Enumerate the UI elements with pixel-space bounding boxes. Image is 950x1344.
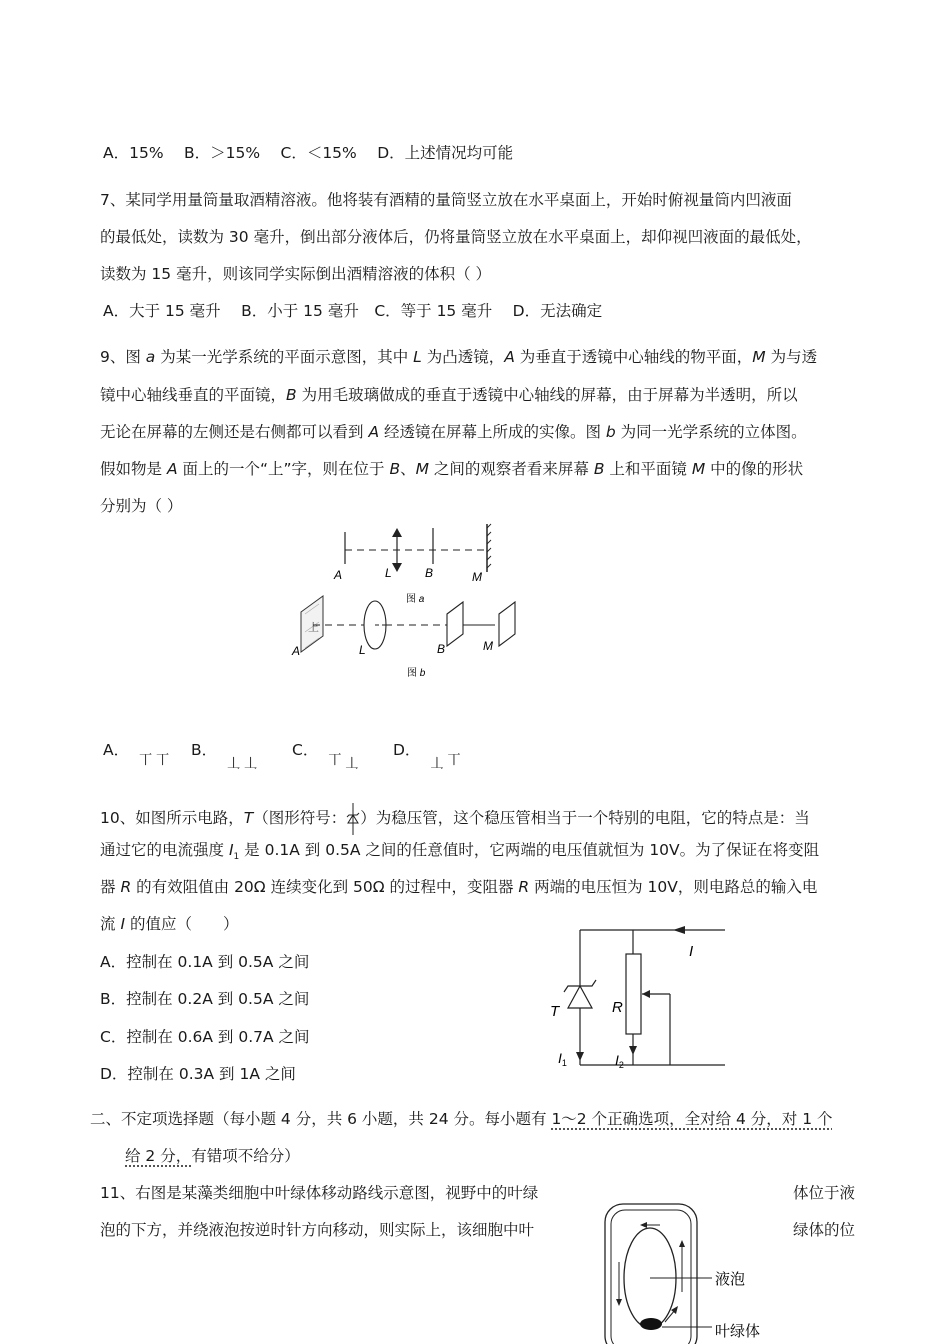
q7-line-1: 7、某同学用量筒量取酒精溶液。他将装有酒精的量筒竖立放在水平桌面上，开始时俯视量筒内凹液面: [100, 191, 792, 209]
label-vacuole: 液泡: [715, 1271, 746, 1288]
q7-line-2: 的最低处，读数为 30 毫升，倒出部分液体后，仍将量筒竖立放在水平桌面上，却仰视凹液面的最低处，: [100, 228, 812, 246]
cell-figure: [600, 1202, 780, 1344]
q10-option-a: A．控制在 0.1A 到 0.5A 之间: [100, 953, 310, 971]
q9-option-d-glyph-2: 丅: [447, 753, 461, 768]
q11-line-1-left: 11、右图是某藻类细胞中叶绿体移动路线示意图，视野中的叶绿: [100, 1184, 539, 1202]
lens-arrow-up-head: [392, 528, 402, 537]
lens-arrow-down-head: [392, 563, 402, 572]
chloroplast: [640, 1318, 662, 1330]
label-i2: $I_2$: [615, 1052, 624, 1070]
fig-b-caption: 图 b: [407, 668, 426, 679]
q11-line-2-left: 泡的下方，并绕液泡按逆时针方向移动，则实际上，该细胞中叶: [100, 1221, 535, 1239]
current-arrow: [673, 926, 685, 934]
section-2-heading-line-2: 给 2 分，有错项不给分）: [125, 1147, 300, 1165]
q9-line-3: 无论在屏幕的左侧还是右侧都可以看到 A 经透镜在屏幕上所成的实像。图 b 为同一光学系统的立体图。: [100, 423, 807, 441]
q10-line-1: 10、如图所示电路，T（图形符号： ）为稳压管，这个稳压管相当于一个特别的电阻，它的特点是：当: [100, 803, 810, 835]
section-2-heading-line-1: 二、不定项选择题（每小题 4 分，共 6 小题，共 24 分。每小题有 1～2 个正确选项，全对给 4 分，对 1 个: [90, 1110, 833, 1128]
q10-option-c: C．控制在 0.6A 到 0.7A 之间: [100, 1028, 310, 1046]
mirror-3d: [499, 602, 515, 646]
q11-line-2-right: 绿体的位: [793, 1221, 856, 1239]
q10-option-b: B．控制在 0.2A 到 0.5A 之间: [100, 990, 310, 1008]
q9-line-2: 镜中心轴线垂直的平面镜，B 为用毛玻璃做成的垂直于透镜中心轴线的屏幕，由于屏幕为半透明，所以: [100, 386, 798, 404]
i1-arrow: [576, 1052, 584, 1061]
q10-line-3: 器 R 的有效阻值由 20Ω 连续变化到 50Ω 的过程中，变阻器 R 两端的电压恒为 10V，则电路总的输入电: [100, 878, 818, 896]
fig-a-label-m: M: [472, 570, 482, 584]
fig-a-label-l: L: [385, 566, 392, 580]
q7-options: A．大于 15 毫升 B．小于 15 毫升 C．等于 15 毫升 D．无法确定: [103, 302, 603, 320]
q9-line-4: 假如物是 A 面上的一个“上”字，则在位于 B、M 之间的观察者看来屏幕 B 上和平面镜 M 中的像的形状: [100, 460, 804, 478]
q9-line-5: 分别为（ ）: [100, 497, 183, 515]
q9-line-1: 9、图 a 为某一光学系统的平面示意图，其中 L 为凸透镜，A 为垂直于透镜中心轴线的物平面，M 为与透: [100, 348, 818, 366]
fig-b-label-m: M: [483, 639, 493, 653]
q9-option-b-glyph-2: 丅: [244, 754, 258, 769]
q9-option-a: A．$_丅$ $_丅$: [103, 741, 170, 768]
fig-b-label-a: A: [292, 644, 301, 658]
q9-option-c-glyph-2: 丅: [345, 754, 359, 769]
q9-option-b-glyph-1: 丅: [227, 754, 241, 769]
zener-symbol-icon: [346, 803, 360, 835]
zener-diode: [568, 986, 592, 1008]
fig-a-label-a: A: [334, 568, 343, 582]
fig-a-label-b: B: [425, 566, 434, 580]
i2-arrow: [629, 1046, 637, 1055]
q9-option-c-glyph-1: 丅: [328, 753, 342, 768]
q10-line-2: 通过它的电流强度 $I_1$ 是 0.1A 到 0.5A 之间的任意值时，它两端的电压值就恒为 10V。为了保证在将变阻: [100, 841, 820, 863]
q9-option-a-glyph-1: 丅: [139, 753, 153, 768]
q9-option-a-glyph-2: 丅: [156, 753, 170, 768]
fig-b-label-b: B: [437, 642, 446, 656]
label-t: T: [550, 1003, 560, 1020]
q10-option-d: D．控制在 0.3A 到 1A 之间: [100, 1065, 296, 1083]
q9-option-b: B．丅 丅: [191, 741, 258, 769]
optics-figure-b: [285, 592, 535, 684]
q9-option-d-glyph-1: 丅: [430, 754, 444, 769]
screen-3d: [447, 602, 463, 646]
label-chloroplast: 叶绿体: [715, 1323, 761, 1340]
fig-a-caption: 图 a: [406, 594, 425, 605]
rheostat: [626, 954, 641, 1034]
q11-line-1-right: 体位于液: [793, 1184, 856, 1202]
q9-option-c: C．$_丅$ 丅: [292, 741, 359, 769]
fig-b-label-l: L: [359, 643, 366, 657]
q10-line-4: 流 I 的值应（ ）: [100, 915, 239, 933]
label-i: I: [689, 943, 694, 960]
circuit-diagram: [545, 920, 735, 1080]
object-character: 上: [308, 622, 319, 634]
q6-options: A．15% B．＞15% C．＜15% D．上述情况均可能: [103, 144, 514, 162]
q9-option-d: D．丅 $_丅$: [393, 741, 461, 769]
label-i1: $I_1$: [558, 1050, 567, 1068]
q7-line-3: 读数为 15 毫升，则该同学实际倒出酒精溶液的体积（ ）: [100, 265, 492, 283]
label-r: R: [612, 999, 623, 1016]
